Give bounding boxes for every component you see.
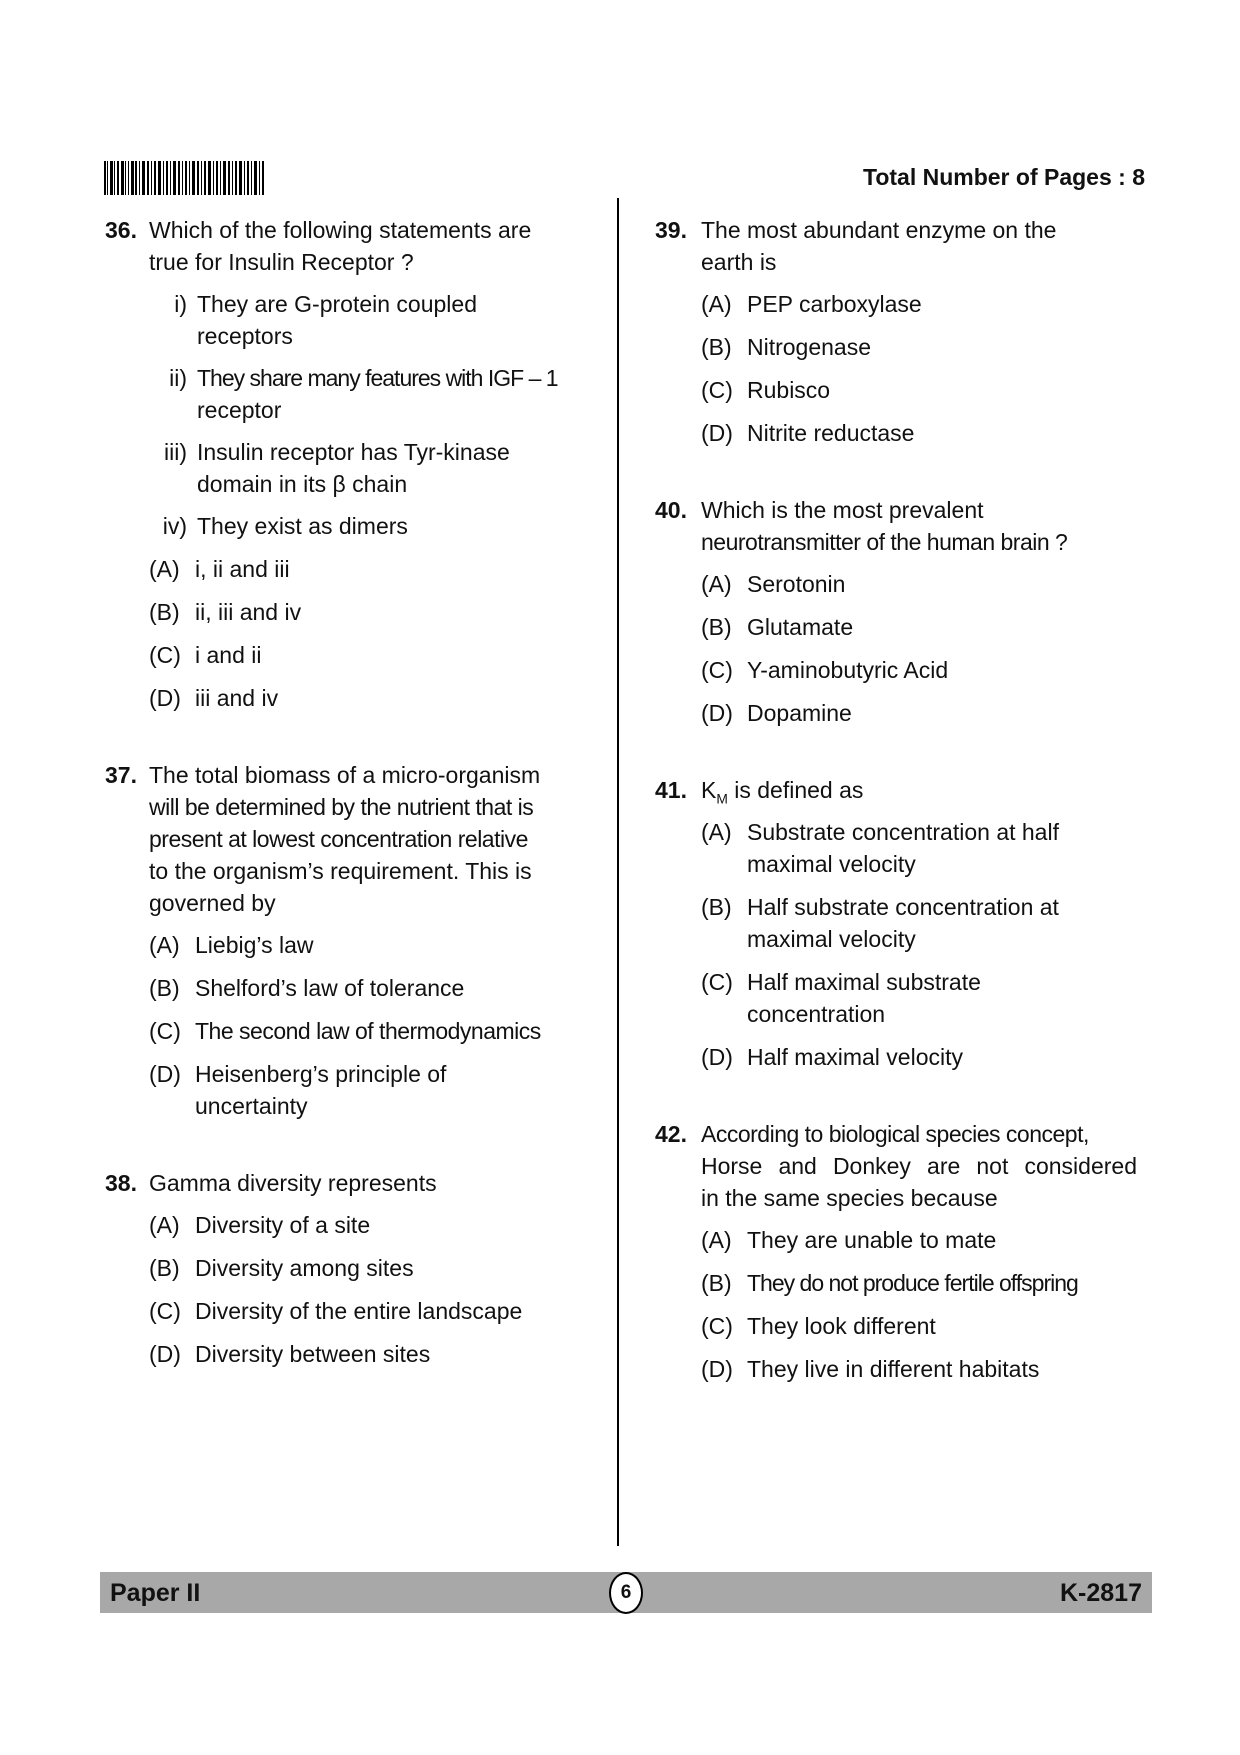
option-A — [701, 816, 1137, 880]
question-text — [701, 1118, 1137, 1214]
subitem-text-line: domain in its β chain — [197, 471, 408, 497]
option-D — [701, 697, 1137, 729]
option-text-line: i, ii and iii — [195, 556, 290, 582]
option-text-line: They are unable to mate — [747, 1227, 997, 1253]
option-text-line: Serotonin — [747, 571, 846, 597]
option-label: (C) — [149, 1018, 181, 1044]
option-text-line: uncertainty — [195, 1093, 308, 1119]
footer-paper-label: Paper II — [110, 1578, 201, 1607]
option-text-line: Diversity of the entire landscape — [195, 1298, 523, 1324]
subitem-text-line: They are G-protein coupled — [197, 291, 477, 317]
option-text-line: Nitrogenase — [747, 334, 872, 360]
option-label: (D) — [701, 700, 733, 726]
option-B — [701, 611, 1137, 643]
option-text-line: Diversity of a site — [195, 1212, 371, 1238]
question-42 — [655, 1118, 1137, 1396]
option-text — [195, 682, 278, 714]
option-text-line: Nitrite reductase — [747, 420, 915, 446]
option-list — [701, 288, 1137, 449]
option-text-line: Rubisco — [747, 377, 831, 403]
option-list — [701, 816, 1137, 1073]
page-number-badge — [609, 1572, 643, 1614]
total-pages-label: Total Number of Pages : 8 — [862, 164, 1145, 190]
option-text — [747, 816, 1059, 880]
subitem-i — [149, 288, 560, 352]
option-text — [747, 697, 852, 729]
option-label: (C) — [701, 377, 733, 403]
question-41 — [655, 774, 1137, 1084]
question-number: 36. — [105, 217, 137, 243]
option-text — [747, 1224, 996, 1256]
option-text-line: i and ii — [195, 642, 262, 668]
option-text — [195, 1015, 541, 1047]
option-text-line: Glutamate — [747, 614, 854, 640]
option-text — [747, 568, 845, 600]
option-text — [195, 1338, 430, 1370]
option-text — [195, 929, 313, 961]
option-B — [149, 596, 560, 628]
option-B — [149, 1252, 560, 1284]
option-label: (C) — [701, 657, 733, 683]
option-text-line: Diversity between sites — [195, 1341, 431, 1367]
question-36 — [105, 214, 560, 725]
question-text — [149, 214, 560, 278]
option-text-line: Heisenberg’s principle of — [195, 1061, 447, 1087]
option-label: (B) — [701, 1270, 732, 1296]
option-label: (D) — [701, 1356, 733, 1382]
option-A — [149, 1209, 560, 1241]
option-text — [747, 331, 871, 363]
question-number: 42. — [655, 1121, 687, 1147]
option-text — [195, 1252, 414, 1284]
option-text-line: Dopamine — [747, 700, 852, 726]
question-number: 40. — [655, 497, 687, 523]
subitem-text — [197, 510, 408, 542]
option-label: (C) — [149, 1298, 181, 1324]
option-label: (B) — [149, 975, 180, 1001]
question-text — [701, 214, 1137, 278]
subitem-text-line: They exist as dimers — [197, 513, 408, 539]
question-text-line: present at lowest concentration relative — [149, 826, 528, 852]
question-text — [149, 759, 560, 919]
option-list — [149, 553, 560, 714]
subitem-list — [149, 288, 560, 542]
option-text-line: PEP carboxylase — [747, 291, 922, 317]
option-A — [149, 553, 560, 585]
question-text-line: Which is the most prevalent — [701, 497, 984, 523]
question-text-line — [701, 774, 1137, 806]
question-text-line: Which of the following statements are — [149, 217, 532, 243]
option-text-line: maximal velocity — [747, 926, 916, 952]
page-number: 6 — [620, 1581, 632, 1603]
option-text-line: Half maximal substrate — [747, 969, 981, 995]
option-text — [747, 966, 981, 1030]
option-text-line: iii and iv — [195, 685, 279, 711]
question-40 — [655, 494, 1137, 740]
option-list — [149, 929, 560, 1122]
option-text — [747, 654, 948, 686]
option-A — [701, 568, 1137, 600]
option-A — [701, 288, 1137, 320]
option-C — [701, 966, 1137, 1030]
option-B — [149, 972, 560, 1004]
question-text-line: Horse and Donkey are not considered — [701, 1153, 1137, 1179]
subitem-text — [197, 362, 558, 426]
question-number: 38. — [105, 1170, 137, 1196]
column-divider — [617, 198, 619, 1546]
option-C — [701, 374, 1137, 406]
question-text-line: to the organism’s requirement. This is — [149, 858, 532, 884]
subitem-label: iv) — [162, 513, 187, 539]
option-text — [747, 1041, 963, 1073]
option-A — [701, 1224, 1137, 1256]
question-number: 39. — [655, 217, 687, 243]
option-D — [701, 1041, 1137, 1073]
option-text — [195, 639, 261, 671]
option-text — [195, 596, 301, 628]
option-text-line: Half maximal velocity — [747, 1044, 963, 1070]
subitem-label: i) — [174, 291, 187, 317]
barcode-image — [104, 161, 266, 195]
option-text-line: ii, iii and iv — [195, 599, 302, 625]
option-label: (A) — [149, 556, 180, 582]
option-list — [701, 568, 1137, 729]
question-text-line: earth is — [701, 249, 777, 275]
question-text — [149, 1167, 560, 1199]
option-text-line: Liebig’s law — [195, 932, 314, 958]
subitem-text — [197, 288, 477, 352]
option-label: (C) — [701, 969, 733, 995]
question-number: 37. — [105, 762, 137, 788]
option-C — [149, 1015, 560, 1047]
option-label: (B) — [701, 334, 732, 360]
option-label: (D) — [701, 1044, 733, 1070]
option-B — [701, 1267, 1137, 1299]
option-text-line: Half substrate concentration at — [747, 894, 1059, 920]
question-text-line: According to biological species concept, — [701, 1121, 1089, 1147]
question-text — [701, 774, 1137, 806]
option-text-line: concentration — [747, 1001, 886, 1027]
option-label: (A) — [701, 819, 732, 845]
option-D — [701, 417, 1137, 449]
question-39 — [655, 214, 1137, 460]
option-C — [701, 1310, 1137, 1342]
question-text-line: The total biomass of a micro-organism — [149, 762, 541, 788]
option-text — [747, 1353, 1039, 1385]
option-text — [747, 611, 853, 643]
option-D — [149, 682, 560, 714]
option-label: (A) — [149, 932, 180, 958]
option-label: (D) — [149, 1061, 181, 1087]
subitem-iii — [149, 436, 560, 500]
subitem-text — [197, 436, 510, 500]
option-text-line: They live in different habitats — [747, 1356, 1040, 1382]
option-text — [195, 972, 464, 1004]
subitem-text-line: They share many features with IGF – 1 — [197, 365, 558, 391]
option-label: (B) — [701, 614, 732, 640]
subitem-label: iii) — [164, 439, 187, 465]
option-text-line: The second law of thermodynamics — [195, 1018, 541, 1044]
option-label: (A) — [701, 291, 732, 317]
question-text-line: governed by — [149, 890, 276, 916]
option-text — [747, 1310, 936, 1342]
option-text-line: maximal velocity — [747, 851, 916, 877]
subitem-text-line: Insulin receptor has Tyr-kinase — [197, 439, 510, 465]
km-symbol: K — [701, 777, 717, 803]
subitem-label: ii) — [169, 365, 187, 391]
question-37 — [105, 759, 560, 1133]
option-A — [149, 929, 560, 961]
option-text — [747, 374, 830, 406]
option-label: (B) — [149, 1255, 180, 1281]
option-text-line: Diversity among sites — [195, 1255, 414, 1281]
barcode — [104, 161, 266, 195]
option-list — [701, 1224, 1137, 1385]
option-C — [149, 1295, 560, 1327]
question-text-line: The most abundant enzyme on the — [701, 217, 1057, 243]
question-text-line: Gamma diversity represents — [149, 1170, 437, 1196]
footer-code-label: K-2817 — [1060, 1578, 1142, 1607]
option-D — [149, 1338, 560, 1370]
option-B — [701, 331, 1137, 363]
option-label: (D) — [701, 420, 733, 446]
option-text — [195, 1295, 522, 1327]
option-C — [701, 654, 1137, 686]
option-text-line: They do not produce fertile offspring — [747, 1270, 1078, 1296]
question-text-line: neurotransmitter of the human brain ? — [701, 529, 1068, 555]
option-D — [701, 1353, 1137, 1385]
subitem-iv — [149, 510, 560, 542]
option-text — [747, 288, 922, 320]
option-text-line: Y-aminobutyric Acid — [747, 657, 949, 683]
option-label: (D) — [149, 1341, 181, 1367]
option-label: (A) — [701, 571, 732, 597]
option-text — [195, 553, 290, 585]
option-text — [747, 891, 1059, 955]
subitem-ii — [149, 362, 560, 426]
question-number: 41. — [655, 777, 687, 803]
option-text — [747, 1267, 1078, 1299]
option-label: (A) — [149, 1212, 180, 1238]
question-text-line: true for Insulin Receptor ? — [149, 249, 414, 275]
question-text-line: in the same species because — [701, 1185, 998, 1211]
footer-bar — [100, 1572, 1152, 1613]
question-text — [701, 494, 1137, 558]
option-label: (C) — [149, 642, 181, 668]
km-subscript: M — [716, 791, 728, 807]
option-label: (D) — [149, 685, 181, 711]
option-text-line: Substrate concentration at half — [747, 819, 1059, 845]
option-text-line: Shelford’s law of tolerance — [195, 975, 465, 1001]
option-B — [701, 891, 1137, 955]
option-C — [149, 639, 560, 671]
left-column — [105, 200, 560, 1415]
option-text-line: They look different — [747, 1313, 936, 1339]
subitem-text-line: receptor — [197, 397, 282, 423]
question-38 — [105, 1167, 560, 1381]
option-text — [195, 1058, 446, 1122]
right-column — [655, 200, 1137, 1430]
option-D — [149, 1058, 560, 1122]
subitem-text-line: receptors — [197, 323, 293, 349]
option-label: (A) — [701, 1227, 732, 1253]
option-text — [747, 417, 914, 449]
option-text — [195, 1209, 370, 1241]
question-text-line: will be determined by the nutrient that is — [149, 794, 534, 820]
option-label: (B) — [701, 894, 732, 920]
option-label: (C) — [701, 1313, 733, 1339]
option-label: (B) — [149, 599, 180, 625]
option-list — [149, 1209, 560, 1370]
question-text-rest: is defined as — [727, 777, 864, 803]
